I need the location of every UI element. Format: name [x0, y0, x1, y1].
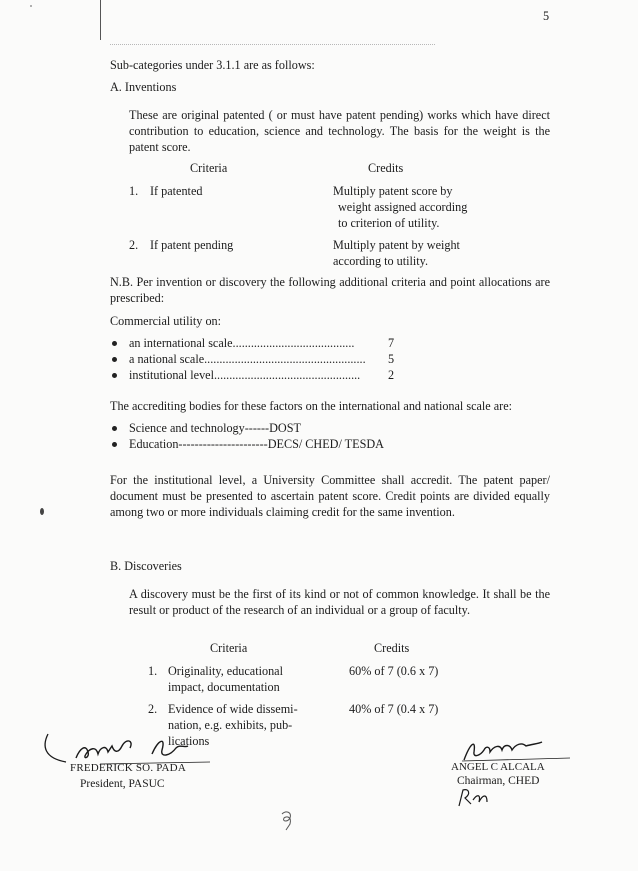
utility-points: 7	[388, 336, 395, 350]
body-education: Education----------------------DECS/ CHED/ TESDA	[129, 437, 384, 451]
credits-header-a: Credits	[368, 161, 404, 175]
scan-mark	[30, 5, 32, 7]
row-b1-num: 1.	[148, 664, 158, 678]
body-science: Science and technology------DOST	[129, 421, 301, 435]
row-b2-num: 2.	[148, 702, 158, 716]
section-b-paragraph: A discovery must be the first of its kind or not of common knowledge. It shall be the result or product of the research of an individual or a group of faculty.	[129, 587, 550, 617]
intro-line: Sub-categories under 3.1.1 are as follows:	[110, 58, 315, 72]
leader-dots: ........................................	[232, 336, 355, 350]
row-a2-criterion: If patent pending	[150, 238, 234, 252]
row-a2-credit-line: according to utility.	[333, 254, 428, 268]
utility-points: 5	[388, 352, 395, 366]
row-a2-num: 2.	[129, 238, 139, 252]
scan-mark	[40, 508, 44, 515]
signatory-right-title: Chairman, CHED	[457, 775, 540, 787]
row-b2-criterion-line: Evidence of wide dissemi-	[168, 702, 298, 716]
row-a2-credit-line: Multiply patent by weight	[333, 238, 460, 252]
accrediting-text: The accrediting bodies for these factors on the international and national scale are:	[110, 399, 513, 413]
utility-label: a national scale	[129, 352, 205, 366]
margin-line	[100, 0, 101, 40]
nb-paragraph: N.B. Per invention or discovery the following additional criteria and point allocations are prescribed:	[110, 275, 550, 305]
section-a-heading: A. Inventions	[110, 80, 177, 94]
bullet-icon	[112, 442, 117, 447]
utility-label: institutional level	[129, 368, 214, 382]
scan-rule	[110, 44, 435, 45]
row-b2-credit: 40% of 7 (0.4 x 7)	[349, 702, 439, 716]
section-b-heading: B. Discoveries	[110, 559, 182, 573]
row-b1-credit: 60% of 7 (0.6 x 7)	[349, 664, 439, 678]
signatory-left-name: FREDERICK SO. PADA	[70, 762, 186, 774]
section-a-paragraph: These are original patented ( or must have patent pending) works which have direct contribution to education, science and technology. The basis for the weight is the patent score.	[129, 108, 550, 154]
initials-mark	[455, 786, 495, 810]
row-b2-criterion-line: lications	[168, 734, 210, 748]
bullet-icon	[112, 357, 117, 362]
row-a1-num: 1.	[129, 184, 139, 198]
row-a1-credit-line: weight assigned according	[338, 200, 468, 214]
handwritten-mark	[278, 808, 296, 832]
utility-points: 2	[388, 368, 395, 382]
row-b1-criterion-line: Originality, educational	[168, 664, 283, 678]
leader-dots: .....................................................	[204, 352, 366, 366]
utility-item-international	[129, 335, 354, 351]
utility-label: an international scale	[129, 336, 233, 350]
criteria-header-b: Criteria	[210, 641, 248, 655]
criteria-header-a: Criteria	[190, 161, 228, 175]
commercial-label: Commercial utility on:	[110, 314, 222, 328]
institutional-paragraph: For the institutional level, a University Committee shall accredit. The patent paper/ document must be presented to ascertain patent score. Credit points are divided equally among two or more individuals claiming credit for the same invention.	[110, 473, 550, 519]
utility-item-national	[129, 351, 366, 367]
row-a1-credit-line: Multiply patent score by	[333, 184, 453, 198]
row-b2-criterion-line: nation, e.g. exhibits, pub-	[168, 718, 293, 732]
row-a1-criterion: If patented	[150, 184, 203, 198]
row-a1-credit-line: to criterion of utility.	[338, 216, 440, 230]
signatory-left-title: President, PASUC	[80, 778, 165, 790]
leader-dots: ................................................	[213, 368, 361, 382]
row-b1-criterion-line: impact, documentation	[168, 680, 280, 694]
bullet-icon	[112, 341, 117, 346]
signatory-right-name: ANGEL C ALCALA	[451, 761, 545, 773]
credits-header-b: Credits	[374, 641, 410, 655]
utility-item-institutional	[129, 367, 360, 383]
bullet-icon	[112, 373, 117, 378]
bullet-icon	[112, 426, 117, 431]
page-number: 5	[543, 9, 550, 23]
